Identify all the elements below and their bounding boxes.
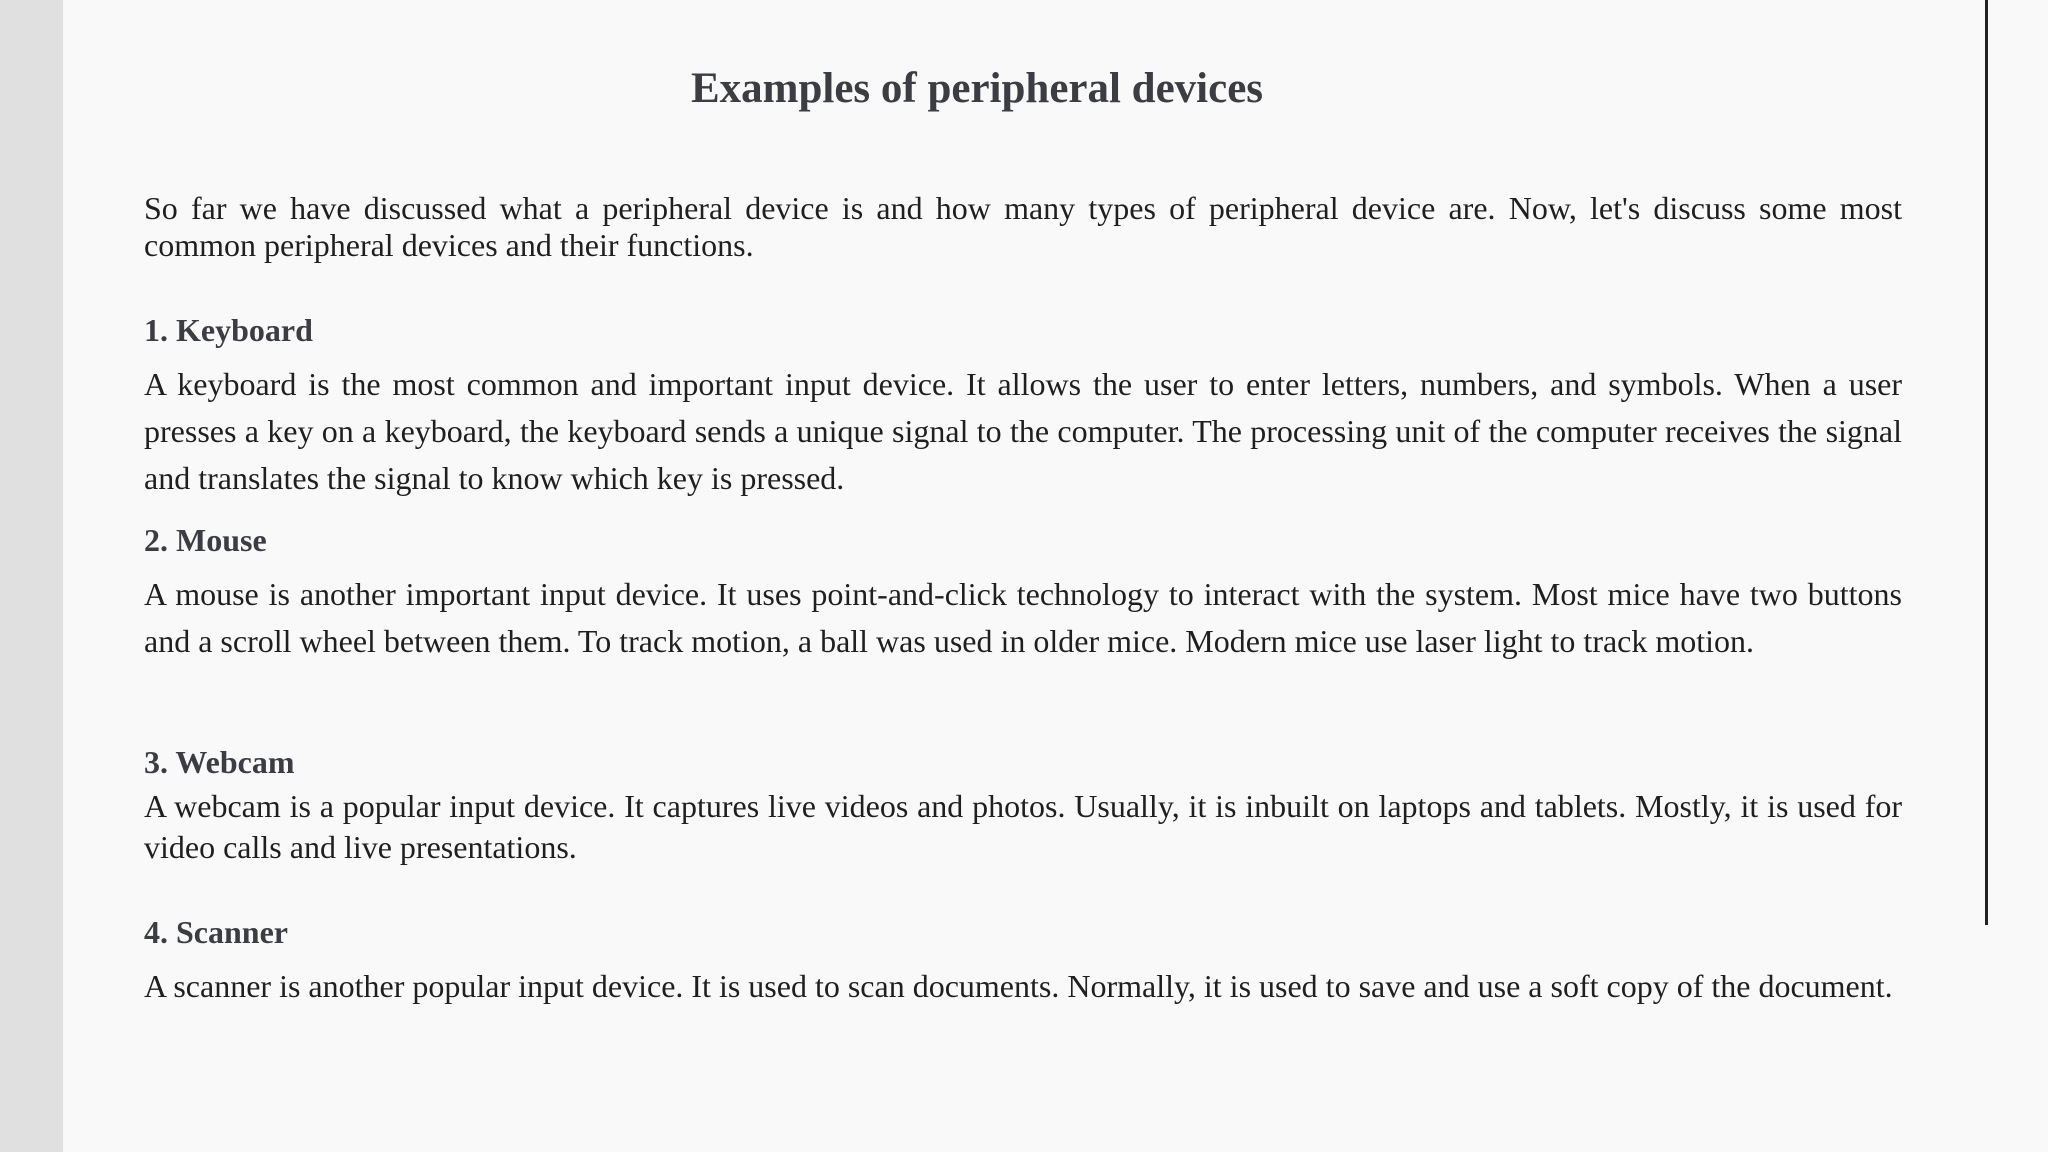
section-body-webcam: A webcam is a popular input device. It captures live videos and photos. Usually, it is inbuilt on laptops and tablets. Mostly, it is used for video calls and live presentations. xyxy=(144,788,1902,865)
section-heading-mouse: 2. Mouse xyxy=(144,522,267,558)
page-title: Examples of peripheral devices xyxy=(690,65,1264,112)
section-body-keyboard: A keyboard is the most common and important input device. It allows the user to enter letters, numbers, and symbols. When a user presses a key on a keyboard, the keyboard sends a unique signal to the computer. The processing unit of the computer receives the signal and translates the signal to know which key is pressed. xyxy=(144,366,1902,496)
section-heading-scanner: 4. Scanner xyxy=(144,914,288,950)
section-heading-webcam: 3. Webcam xyxy=(144,744,295,780)
section-body-scanner: A scanner is another popular input device. It is used to scan documents. Normally, it is used to save and use a soft copy of the document. xyxy=(144,968,1893,1004)
section-body-mouse: A mouse is another important input device. It uses point-and-click technology to interact with the system. Most mice have two buttons and a scroll wheel between them. To track motion, a ball was used in older mice. Modern mice use laser light to track motion. xyxy=(144,576,1902,659)
intro-paragraph: So far we have discussed what a peripheral device is and how many types of peripheral device are. Now, let's discuss some most common peripheral devices and their functions. xyxy=(144,190,1902,263)
section-heading-keyboard: 1. Keyboard xyxy=(144,312,313,348)
left-margin-bar xyxy=(0,0,63,1152)
right-divider-line xyxy=(1985,0,1988,925)
